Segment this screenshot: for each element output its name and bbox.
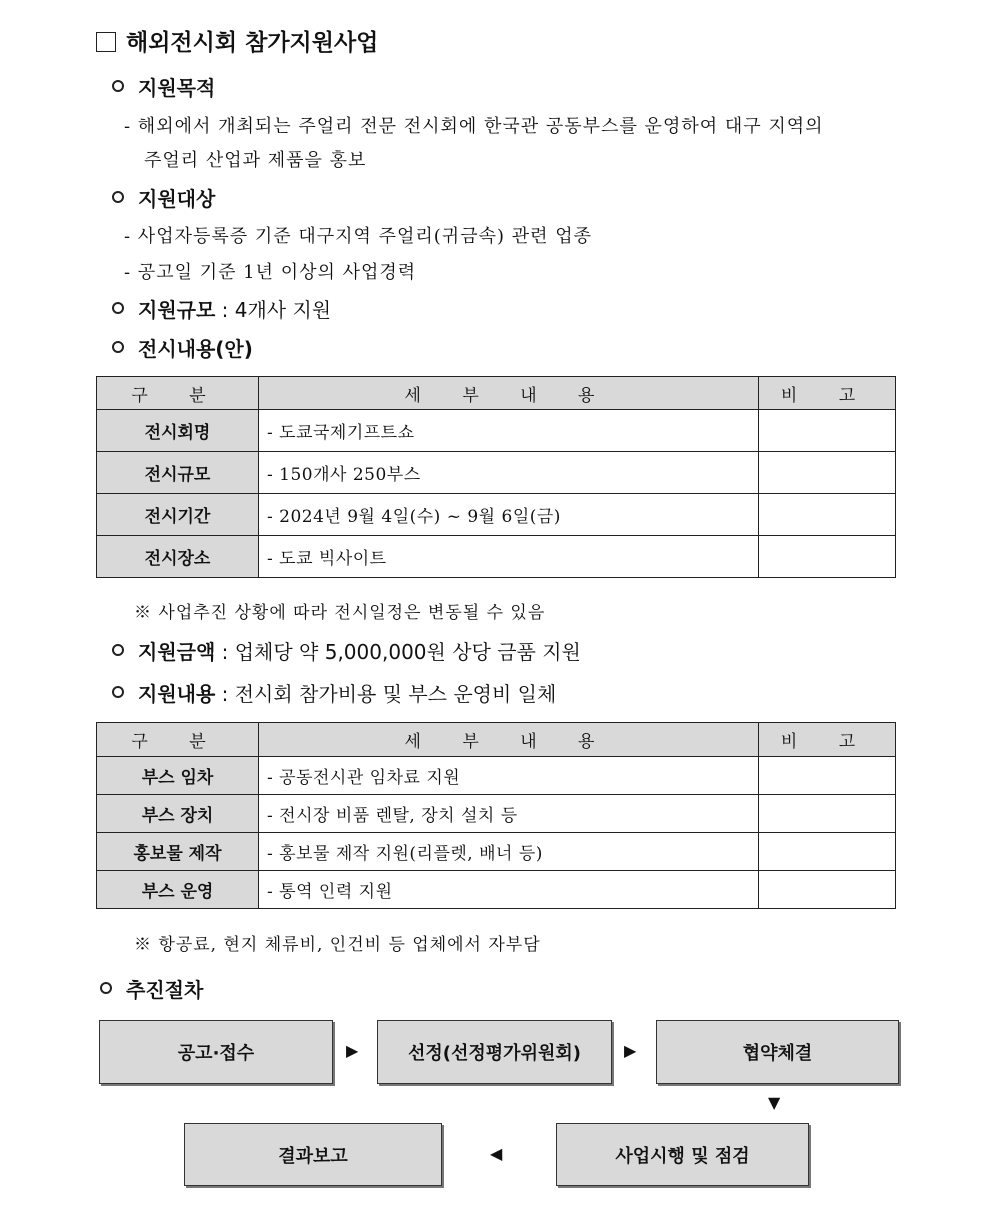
header-detail: 세 부 내 용	[259, 723, 759, 757]
header-note: 비 고	[759, 377, 896, 410]
table-row	[97, 757, 896, 795]
exhibit-table	[96, 376, 896, 578]
row-note	[759, 452, 896, 494]
exhibit-note: ※ 사업추진 상황에 따라 전시일정은 변동될 수 있음	[134, 603, 546, 623]
circle-bullet-icon	[112, 191, 124, 203]
circle-bullet-icon	[112, 80, 124, 92]
purpose-line-1: - 해외에서 개최되는 주얼리 전문 전시회에 한국관 공동부스를 운영하여 대구 지역의	[124, 116, 824, 137]
row-value: - 전시장 비품 렌탈, 장치 설치 등	[259, 795, 759, 833]
row-value: - 통역 인력 지원	[259, 871, 759, 909]
row-key: 부스 장치	[97, 795, 259, 833]
table-row	[97, 871, 896, 909]
row-key: 전시회명	[97, 410, 259, 452]
table-row	[97, 536, 896, 578]
content-table	[96, 722, 896, 909]
row-note	[759, 494, 896, 536]
purpose-line-2: 주얼리 산업과 제품을 홍보	[144, 150, 367, 171]
row-value: - 공동전시관 임차료 지원	[259, 757, 759, 795]
checkbox-square-icon	[96, 32, 116, 52]
circle-bullet-icon	[112, 302, 124, 314]
circle-bullet-icon	[112, 644, 124, 656]
target-line-1: - 사업자등록증 기준 대구지역 주얼리(귀금속) 관련 업종	[124, 226, 592, 247]
circle-bullet-icon	[112, 341, 124, 353]
table-row	[97, 795, 896, 833]
header-category: 구 분	[97, 723, 259, 757]
section-procedure: 추진절차	[100, 974, 203, 1003]
arrow-down-icon: ▼	[768, 1093, 781, 1112]
row-value: - 도쿄국제기프트쇼	[259, 410, 759, 452]
row-value: - 2024년 9월 4일(수) ~ 9월 6일(금)	[259, 494, 759, 536]
row-key: 홍보물 제작	[97, 833, 259, 871]
step-execution: 사업시행 및 점검	[556, 1123, 809, 1186]
circle-bullet-icon	[100, 982, 112, 994]
circle-bullet-icon	[112, 686, 124, 698]
target-line-2: - 공고일 기준 1년 이상의 사업경력	[124, 262, 417, 283]
row-key: 전시기간	[97, 494, 259, 536]
row-key: 전시규모	[97, 452, 259, 494]
section-purpose: 지원목적	[112, 72, 215, 101]
section-amount: 지원금액 : 업체당 약 5,000,000원 상당 금품 지원	[112, 636, 581, 665]
arrow-right-icon: ▶	[624, 1041, 637, 1060]
step-agreement: 협약체결	[656, 1020, 899, 1084]
row-key: 부스 임차	[97, 757, 259, 795]
row-note	[759, 757, 896, 795]
step-announce: 공고·접수	[99, 1020, 333, 1084]
row-note	[759, 871, 896, 909]
section-target: 지원대상	[112, 183, 215, 212]
header-note: 비 고	[759, 723, 896, 757]
table-header-row	[97, 723, 896, 757]
section-scale: 지원규모 : 4개사 지원	[112, 294, 331, 323]
step-selection: 선정(선정평가위원회)	[377, 1020, 612, 1084]
row-value: - 홍보물 제작 지원(리플렛, 배너 등)	[259, 833, 759, 871]
table-row	[97, 494, 896, 536]
table-row	[97, 410, 896, 452]
row-note	[759, 410, 896, 452]
header-category: 구 분	[97, 377, 259, 410]
row-note	[759, 833, 896, 871]
step-report: 결과보고	[184, 1123, 442, 1186]
row-note	[759, 795, 896, 833]
table-row	[97, 833, 896, 871]
row-key: 부스 운영	[97, 871, 259, 909]
row-value: - 도쿄 빅사이트	[259, 536, 759, 578]
content-note: ※ 항공료, 현지 체류비, 인건비 등 업체에서 자부담	[134, 935, 541, 955]
arrow-left-icon: ◀	[490, 1144, 503, 1163]
row-value: - 150개사 250부스	[259, 452, 759, 494]
section-exhibit: 전시내용(안)	[112, 333, 253, 362]
row-note	[759, 536, 896, 578]
section-content: 지원내용 : 전시회 참가비용 및 부스 운영비 일체	[112, 678, 556, 707]
header-detail: 세 부 내 용	[259, 377, 759, 410]
arrow-right-icon: ▶	[346, 1041, 359, 1060]
table-row	[97, 452, 896, 494]
page-title: 해외전시회 참가지원사업	[96, 24, 378, 57]
row-key: 전시장소	[97, 536, 259, 578]
table-header-row	[97, 377, 896, 410]
